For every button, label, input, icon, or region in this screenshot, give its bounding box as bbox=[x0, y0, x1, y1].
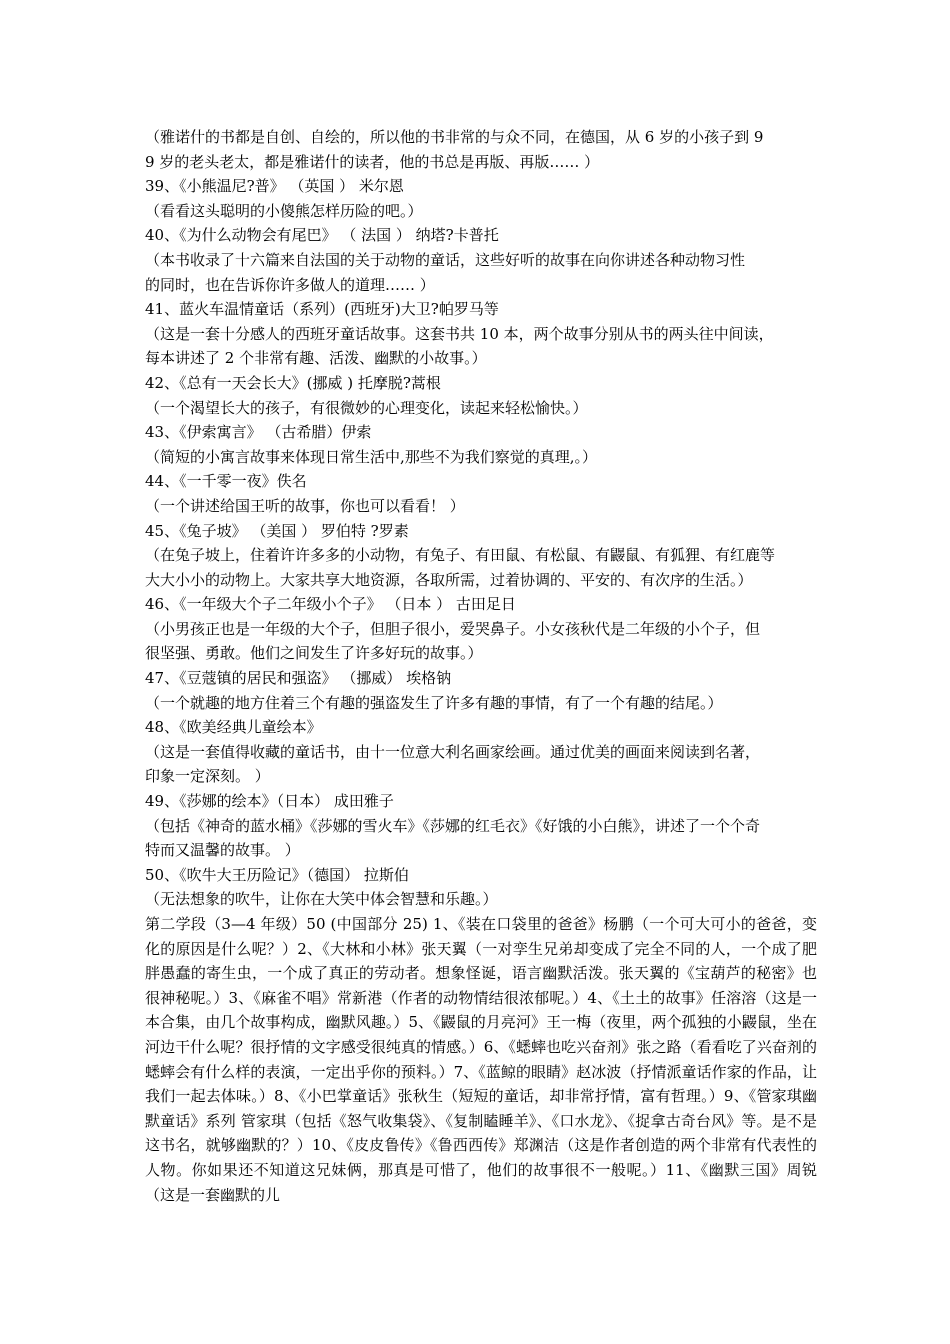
book-entry-title: 45、《兔子坡》 （美国 ） 罗伯特 ?罗素 bbox=[145, 521, 409, 540]
book-entry-description: （本书收录了十六篇来自法国的关于动物的童话，这些好听的故事在向你讲述各种动物习性 bbox=[145, 250, 746, 269]
section-paragraph: 第二学段（3—4 年级）50 (中国部分 25) 1、《装在口袋里的爸爸》杨鹏（一个可大可小的爸爸，变化的原因是什么呢？）2、《大林和小林》张天翼（一对孪生兄弟却变成了完全不同的人，一个成了肥胖愚蠢的寄生虫，一个成了真正的劳动者。想象怪诞，语言幽默活泼。张天翼的《宝葫芦的秘密》也很神秘呢。）3、《麻雀不唱》常新港（作者的动物情结很浓郁呢。）4、《土土的故事》任溶溶（这是一本合集，由几个故事构成，幽默风趣。）5、《鼹鼠的月亮河》王一梅（夜里，两个孤独的小鼹鼠，坐在河边干什么呢？很抒情的文字感受很纯真的情感。）6、《蟋蟀也吃兴奋剂》张之路（看看吃了兴奋剂的蟋蟀会有什么样的表演，一定出乎你的预料。）7、《蓝鲸的眼睛》赵冰波（抒情派童话作家的作品，让我们一起去体味。）8、《小巴掌童话》张秋生（短短的童话，却非常抒情，富有哲理。）9、《管家琪幽默童话》系列 管家琪（包括《怒气收集袋》、《复制瞌睡羊》、《口水龙》、《捉拿古奇台风》等。是不是这书名，就够幽默的？）10、《皮皮鲁传》《鲁西西传》郑渊洁（这是作者创造的两个非常有代表性的人物。你如果还不知道这兄妹俩，那真是可惜了，他们的故事很不一般呢。）11、《幽默三国》周锐（这是一套幽默的儿 bbox=[145, 915, 817, 1204]
book-entry-description: （一个讲述给国王听的故事，你也可以看看！ ） bbox=[145, 496, 465, 515]
book-entry-title: 39、《小熊温尼?普》 （英国 ） 米尔恩 bbox=[145, 177, 404, 196]
book-entry-description: 特而又温馨的故事。 ） bbox=[145, 841, 300, 860]
book-entry-description: 很坚强、勇敢。他们之间发生了许多好玩的故事。） bbox=[145, 644, 483, 663]
book-entry-title: 42、《总有一天会长大》(挪威 ) 托摩脱?蒿根 bbox=[145, 373, 441, 392]
text-line: 9 岁的老头老太，都是雅诺什的读者，他的书总是再版、再版…… ） bbox=[145, 152, 600, 171]
book-entry-title: 41、蓝火车温情童话（系列）(西班牙)大卫?帕罗马等 bbox=[145, 300, 499, 319]
book-entry-description: （在兔子坡上，住着许许多多的小动物，有兔子、有田鼠、有松鼠、有鼹鼠、有狐狸、有红鹿等 bbox=[145, 546, 776, 565]
book-entry-title: 47、《豆蔻镇的居民和强盗》 （挪威） 埃格钠 bbox=[145, 669, 452, 688]
book-entry-description: （这是一套十分感人的西班牙童话故事。这套书共 10 本，两个故事分别从书的两头往中间读， bbox=[145, 324, 774, 343]
book-entry-description: （小男孩正也是一年级的大个子，但胆子很小，爱哭鼻子。小女孩秋代是二年级的小个子，但 bbox=[145, 619, 761, 638]
book-entry-description: 每本讲述了 2 个非常有趣、活泼、幽默的小故事。） bbox=[145, 349, 487, 368]
document-body bbox=[145, 125, 817, 1207]
book-entry-description: （一个就趣的地方住着三个有趣的强盗发生了许多有趣的事情，有了一个有趣的结尾。） bbox=[145, 693, 723, 712]
book-entry-title: 40、《为什么动物会有尾巴》 （ 法国 ） 纳塔?卡普托 bbox=[145, 226, 499, 245]
book-entry-description: （无法想象的吹牛，让你在大笑中体会智慧和乐趣。） bbox=[145, 890, 498, 909]
book-entry-title: 48、《欧美经典儿童绘本》 bbox=[145, 718, 322, 737]
book-entry-title: 49、《莎娜的绘本》（日本） 成田雅子 bbox=[145, 792, 394, 811]
book-entry-title: 46、《一年级大个子二年级小个子》 （日本 ） 古田足日 bbox=[145, 595, 516, 614]
book-entry-description: 大大小小的动物上。大家共享大地资源，各取所需，过着协调的、平安的、有次序的生活。） bbox=[145, 570, 753, 589]
book-entry-description: （一个渴望长大的孩子，有很微妙的心理变化，读起来轻松愉快。） bbox=[145, 398, 588, 417]
book-entry-description: 印象一定深刻。 ） bbox=[145, 767, 270, 786]
book-entry-title: 50、《吹牛大王历险记》（德国） 拉斯伯 bbox=[145, 865, 409, 884]
book-entry-title: 43、《伊索寓言》 （古希腊）伊索 bbox=[145, 423, 372, 442]
book-entry-description: （包括《神奇的蓝水桶》《莎娜的雪火车》《莎娜的红毛衣》《好饿的小白熊》，讲述了一个个奇 bbox=[145, 816, 761, 835]
book-entry-description: （看看这头聪明的小傻熊怎样历险的吧。） bbox=[145, 201, 423, 220]
book-entry-description: （这是一套值得收藏的童话书，由十一位意大利名画家绘画。通过优美的画面来阅读到名著， bbox=[145, 742, 761, 761]
book-entry-title: 44、《一千零一夜》佚名 bbox=[145, 472, 307, 491]
book-entry-description: 的同时，也在告诉你许多做人的道理…… ） bbox=[145, 275, 435, 294]
book-entry-description: （简短的小寓言故事来体现日常生活中,那些不为我们察觉的真理,。） bbox=[145, 447, 598, 466]
text-line: （雅诺什的书都是自创、自绘的，所以他的书非常的与众不同，在德国，从 6 岁的小孩子到 9 bbox=[145, 128, 764, 146]
